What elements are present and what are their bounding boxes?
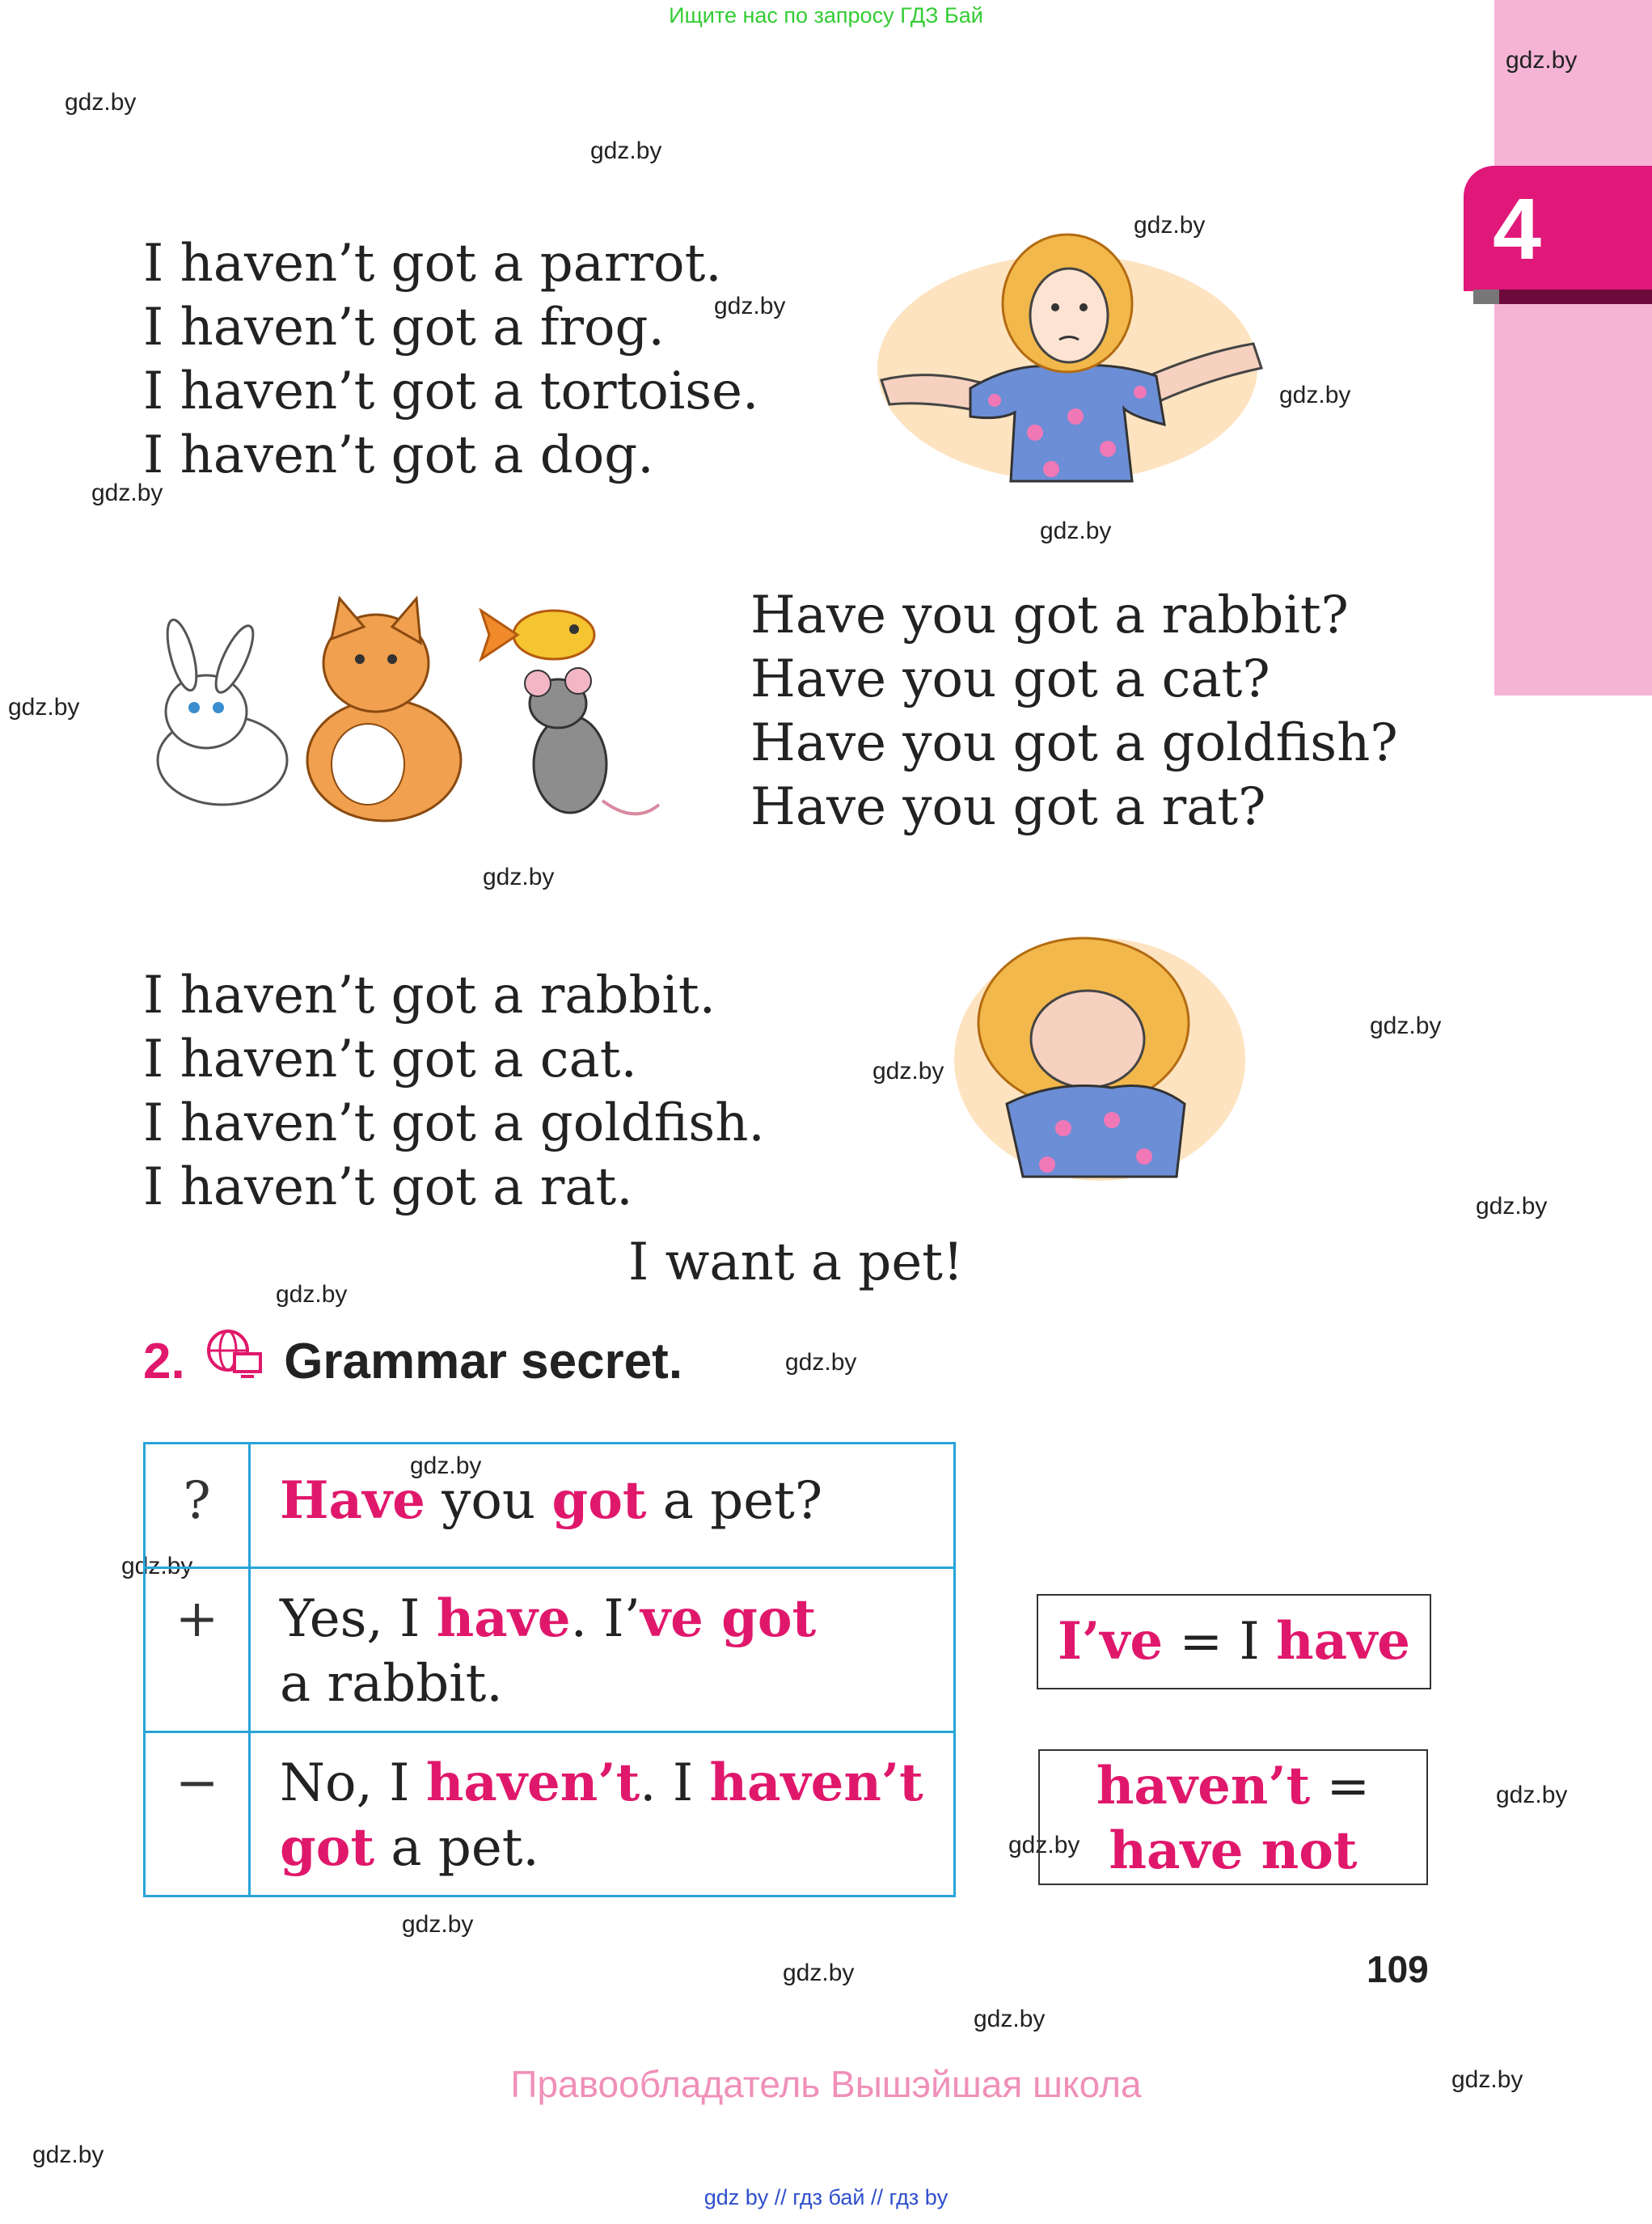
- watermark: gdz.by: [1451, 2066, 1523, 2093]
- verse-line: I haven’t got a goldfish.: [143, 1093, 765, 1153]
- verse-line: I haven’t got a tortoise.: [143, 362, 759, 421]
- cat-icon: [307, 598, 461, 821]
- row-text: [250, 1568, 955, 1732]
- verse-3: [143, 964, 765, 1220]
- grammar-keyword: haven’t: [709, 1753, 923, 1813]
- watermark: gdz.by: [590, 137, 662, 164]
- verse-2: [750, 584, 1398, 839]
- table-row: [145, 1568, 955, 1732]
- contraction-note-2: [1038, 1749, 1428, 1885]
- row-symbol: −: [145, 1732, 250, 1896]
- note-term: haven’t: [1096, 1756, 1311, 1816]
- note-equals: = I: [1163, 1612, 1277, 1672]
- unit-tab-bar-grey: [1473, 290, 1499, 304]
- watermark: gdz.by: [276, 1281, 348, 1308]
- unit-tab-number: 4: [1464, 166, 1652, 291]
- watermark: gdz.by: [1279, 382, 1351, 408]
- crying-girl-illustration: [942, 926, 1249, 1185]
- pets-illustration: [150, 590, 667, 833]
- grammar-text: Yes, I: [280, 1589, 437, 1649]
- rat-icon: [525, 668, 659, 814]
- copyright-notice: Правообладатель Вышэйшая школа: [510, 2063, 1142, 2105]
- unit-tab-bar: [1473, 290, 1652, 304]
- exercise-heading: [143, 1326, 682, 1393]
- verse-line: I haven’t got a rat.: [143, 1157, 633, 1217]
- verse-1: [143, 232, 758, 488]
- bottom-links[interactable]: gdz by // гдз бай // гдз by: [703, 2185, 949, 2209]
- grammar-keyword: have: [436, 1588, 571, 1649]
- watermark: gdz.by: [402, 1911, 474, 1938]
- note-meaning: have: [1276, 1611, 1410, 1672]
- watermark: gdz.by: [1134, 212, 1206, 239]
- grammar-keyword: ve got: [640, 1588, 817, 1649]
- row-text: [250, 1444, 955, 1568]
- verse-line: Have you got a rat?: [750, 777, 1266, 837]
- grammar-text: . I: [640, 1753, 710, 1813]
- watermark: gdz.by: [410, 1452, 482, 1479]
- watermark: gdz.by: [872, 1058, 944, 1085]
- rabbit-icon: [158, 617, 287, 805]
- watermark: gdz.by: [65, 89, 137, 116]
- grammar-keyword: Have: [280, 1470, 425, 1531]
- shrugging-girl-illustration: [865, 230, 1286, 489]
- watermark: gdz.by: [1476, 1193, 1548, 1220]
- want-pet-text: I want a pet!: [628, 1233, 964, 1292]
- grammar-keyword: got: [280, 1817, 374, 1878]
- table-row: [145, 1444, 955, 1568]
- watermark: gdz.by: [785, 1349, 857, 1376]
- watermark: gdz.by: [121, 1553, 193, 1579]
- exercise-title: Grammar secret.: [284, 1334, 683, 1389]
- watermark: gdz.by: [8, 694, 80, 721]
- watermark: gdz.by: [1370, 1013, 1442, 1039]
- table-row: [145, 1732, 955, 1896]
- watermark: gdz.by: [714, 293, 786, 319]
- grammar-text: a rabbit.: [280, 1654, 503, 1714]
- grammar-keyword: got: [551, 1470, 647, 1531]
- verse-line: I haven’t got a frog.: [143, 298, 665, 357]
- row-symbol: ?: [145, 1444, 250, 1568]
- grammar-text: a pet.: [374, 1818, 539, 1878]
- verse-line: Have you got a goldfish?: [750, 713, 1398, 773]
- globe-computer-icon: [204, 1326, 265, 1393]
- goldfish-icon: [481, 611, 594, 659]
- watermark: gdz.by: [1496, 1782, 1568, 1808]
- note-meaning: have not: [1109, 1820, 1358, 1881]
- watermark: gdz.by: [32, 2142, 104, 2168]
- page-number: 109: [1367, 1948, 1429, 1990]
- exercise-number: 2.: [143, 1334, 185, 1389]
- verse-line: I haven’t got a cat.: [143, 1030, 637, 1089]
- note-equals: =: [1310, 1757, 1371, 1816]
- grammar-text: . I’: [570, 1589, 640, 1649]
- grammar-keyword: haven’t: [425, 1753, 640, 1813]
- note-term: I’ve: [1058, 1611, 1164, 1672]
- watermark: gdz.by: [1506, 47, 1578, 74]
- row-symbol: +: [145, 1568, 250, 1732]
- verse-line: I haven’t got a rabbit.: [143, 966, 716, 1025]
- contraction-note-1: [1037, 1594, 1431, 1689]
- verse-line: Have you got a rabbit?: [750, 586, 1349, 645]
- verse-line: I haven’t got a dog.: [143, 425, 654, 485]
- unit-tab-background: [1494, 0, 1652, 696]
- watermark: gdz.by: [91, 480, 163, 506]
- top-banner[interactable]: Ищите нас по запросу ГДЗ Бай: [669, 3, 983, 27]
- row-text: [250, 1732, 955, 1896]
- grammar-text: you: [425, 1471, 552, 1531]
- grammar-text: a pet?: [646, 1471, 823, 1531]
- watermark: gdz.by: [483, 864, 555, 890]
- watermark: gdz.by: [783, 1960, 855, 1986]
- grammar-table: [143, 1442, 956, 1897]
- watermark: gdz.by: [974, 2006, 1046, 2032]
- watermark: gdz.by: [1040, 518, 1112, 544]
- verse-line: Have you got a cat?: [750, 649, 1270, 709]
- grammar-text: No, I: [280, 1753, 426, 1813]
- watermark: gdz.by: [1008, 1832, 1080, 1858]
- verse-line: I haven’t got a parrot.: [143, 234, 722, 294]
